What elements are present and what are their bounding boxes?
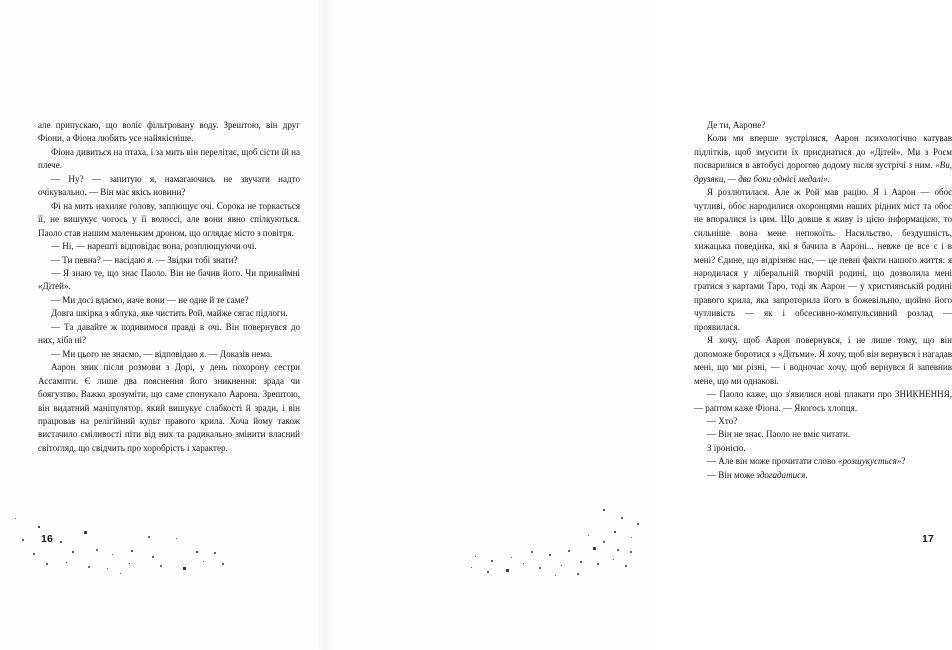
star-dot	[46, 563, 48, 565]
left-page-text-body	[38, 119, 300, 455]
body-text: Я хочу, щоб Аарон повернувся, і не лише тому, що він допоможе боротися з «Дітьми». Я хочу, щоб він вернувся і нагадав мені, що ми різні, — і водночас хочу, щоб вернувся й запевнив мене, що ми однакові.	[694, 335, 952, 386]
star-dot	[88, 566, 90, 568]
body-text: — Ні, — нарешті відповідає вона, розплющуючи очі.	[51, 241, 257, 252]
body-text: — Ми цього не знаємо, — відповідаю я. — Доказів нема.	[51, 348, 273, 359]
paragraph	[694, 415, 952, 428]
paragraph	[694, 469, 952, 482]
paragraph	[694, 428, 952, 441]
paragraph	[38, 307, 300, 320]
star-dot	[196, 551, 198, 553]
body-text: — Ми досі вдаємо, наче вони — не одне й те саме?	[51, 294, 249, 305]
paragraph	[38, 200, 300, 240]
emphasis-text: «Ви, друзяки, — два боки однієї медалі».	[694, 160, 952, 184]
star-dot	[72, 551, 74, 553]
star-dot	[120, 573, 121, 574]
body-text: — Але він може прочитати слово	[707, 456, 838, 467]
paragraph	[38, 348, 300, 361]
star-dot	[176, 538, 177, 539]
star-dot	[152, 556, 154, 558]
body-text: Аарон зник після розмови з Дорі, у день похорону сестри Ассампти. Є лише два пояснення його зникнення: зрада чи боягузтво. Важко зрозуміти, що саме спонукало Аарона. Зрештою, він видатний маніпулятор, який вишукує слабкості й зради, і він працював на релігійний культ правого крила. Хоча йому також вистачило сміливості піти від них та радикально змінити власний світогляд, що свідчить про хоробрість і характер.	[38, 362, 300, 453]
body-text: ?	[901, 456, 906, 467]
body-text: Де ти, Аароне?	[707, 120, 766, 130]
paragraph	[38, 146, 300, 173]
paragraph	[694, 186, 952, 334]
star-dot	[203, 561, 204, 562]
page-left	[0, 0, 325, 650]
body-text: — Ну? — запитую я, намагаючись не звучати надто очікувально. — Він має якісь новини?	[38, 173, 300, 198]
paragraph	[694, 388, 952, 415]
body-text: — Паоло каже, що з'явилися нові плакати про ЗНИКНЕННЯ, — раптом каже Фіона. — Якогось хлопця.	[694, 389, 952, 413]
page-gutter	[318, 0, 332, 650]
body-text: — Та давайте ж подивимося правді в очі. Він повернувся до них, хіба ні?	[38, 321, 300, 346]
star-dot	[131, 550, 133, 552]
paragraph	[694, 132, 952, 186]
body-text: Фі на мить нахиляє голову, заплющує очі. Сорока не торкається її, не вишукує чогось у її волоссі, але вони явно спілкуються. Паоло став нашим маленьким дроном, що оглядає місто з повітря.	[38, 200, 300, 238]
paragraph	[694, 334, 952, 388]
paragraph	[694, 442, 952, 455]
star-dot	[60, 541, 62, 543]
body-text: З іронією.	[707, 442, 746, 453]
body-text: Коли ми вперше зустрілися, Аарон психологічно катував підлітків, щоб змусити їх приєднатися до «Дітей». Ми з Роєм посварилися в автобусі дорогою додому після зустрічі з ним.	[694, 133, 952, 171]
paragraph	[38, 294, 300, 307]
star-dot	[222, 563, 224, 565]
star-dot	[38, 526, 40, 528]
star-dot	[148, 536, 150, 538]
star-dot	[183, 567, 186, 570]
star-dot	[129, 563, 130, 564]
star-dot	[84, 531, 87, 534]
star-dot	[22, 539, 24, 541]
paragraph	[38, 321, 300, 348]
body-text: .	[805, 469, 808, 480]
star-dot	[15, 518, 16, 519]
page-number-left: 16	[41, 533, 54, 545]
star-dot	[107, 568, 108, 569]
page-right	[325, 0, 952, 650]
body-text: — Хто?	[707, 415, 738, 426]
body-text: Фіона дивиться на птаха, і за мить він перелітає, щоб сісти їй на плече.	[38, 146, 300, 171]
paragraph	[38, 119, 300, 146]
page-number-right: 17	[922, 533, 935, 545]
paragraph	[38, 361, 300, 455]
paragraph	[38, 240, 300, 253]
right-page-text-body	[694, 119, 952, 482]
star-dot	[66, 562, 67, 563]
star-dot	[33, 553, 35, 555]
paragraph	[38, 254, 300, 267]
star-dot	[112, 554, 113, 555]
paragraph	[694, 455, 952, 468]
body-text: — Він може	[707, 469, 757, 480]
star-dot	[96, 549, 98, 551]
body-text: але припускаю, що воліє фільтровану воду. Зрештою, він друг Фіони, а Фіона любить усе найякісніше.	[38, 120, 300, 144]
body-text: — Ти певна? — насідаю я. — Звідки тобі знати?	[51, 254, 238, 265]
body-text: Довга шкірка з яблука, яке чистить Рой, майже сягає підлоги.	[51, 308, 288, 319]
emphasis-text: здогадатися	[756, 469, 806, 480]
body-text: — Він не знає. Паоло не вміє читати.	[707, 429, 851, 440]
paragraph	[38, 267, 300, 294]
body-text: — Я знаю те, що знає Паоло. Він не бачив його. Чи принаймні «Дітей».	[38, 267, 300, 292]
paragraph	[694, 119, 952, 132]
star-decoration-left	[0, 505, 325, 625]
paragraph	[38, 173, 300, 200]
emphasis-text: «розшукується»	[837, 456, 902, 467]
star-dot	[160, 565, 162, 567]
star-dot	[214, 552, 216, 554]
body-text: Я розлютилася. Але ж Рой мав рацію. Я і Аарон — обоє чутливі, обоє народилися охоронцями наших рідних міст та обоє не впоралися із цим. Що довше я живу із цією інформацією, то сильніше вона мене непокоїть. Насильство, бездушність, хижацька поведінка, які я бачила в Аароні... невже це все є і в мені? Єдине, що відрізняє нас, — це певні факти нашого життя: я народилася у ліберальній творчій родині, що дозволила мені гратися з картами Таро, тоді як Аарон — у християнській родині правого крила, яка запроторила його в божевільню, щойно його чутливість — як і обсесивно-компульсивний розлад — проявилася.	[694, 187, 952, 332]
